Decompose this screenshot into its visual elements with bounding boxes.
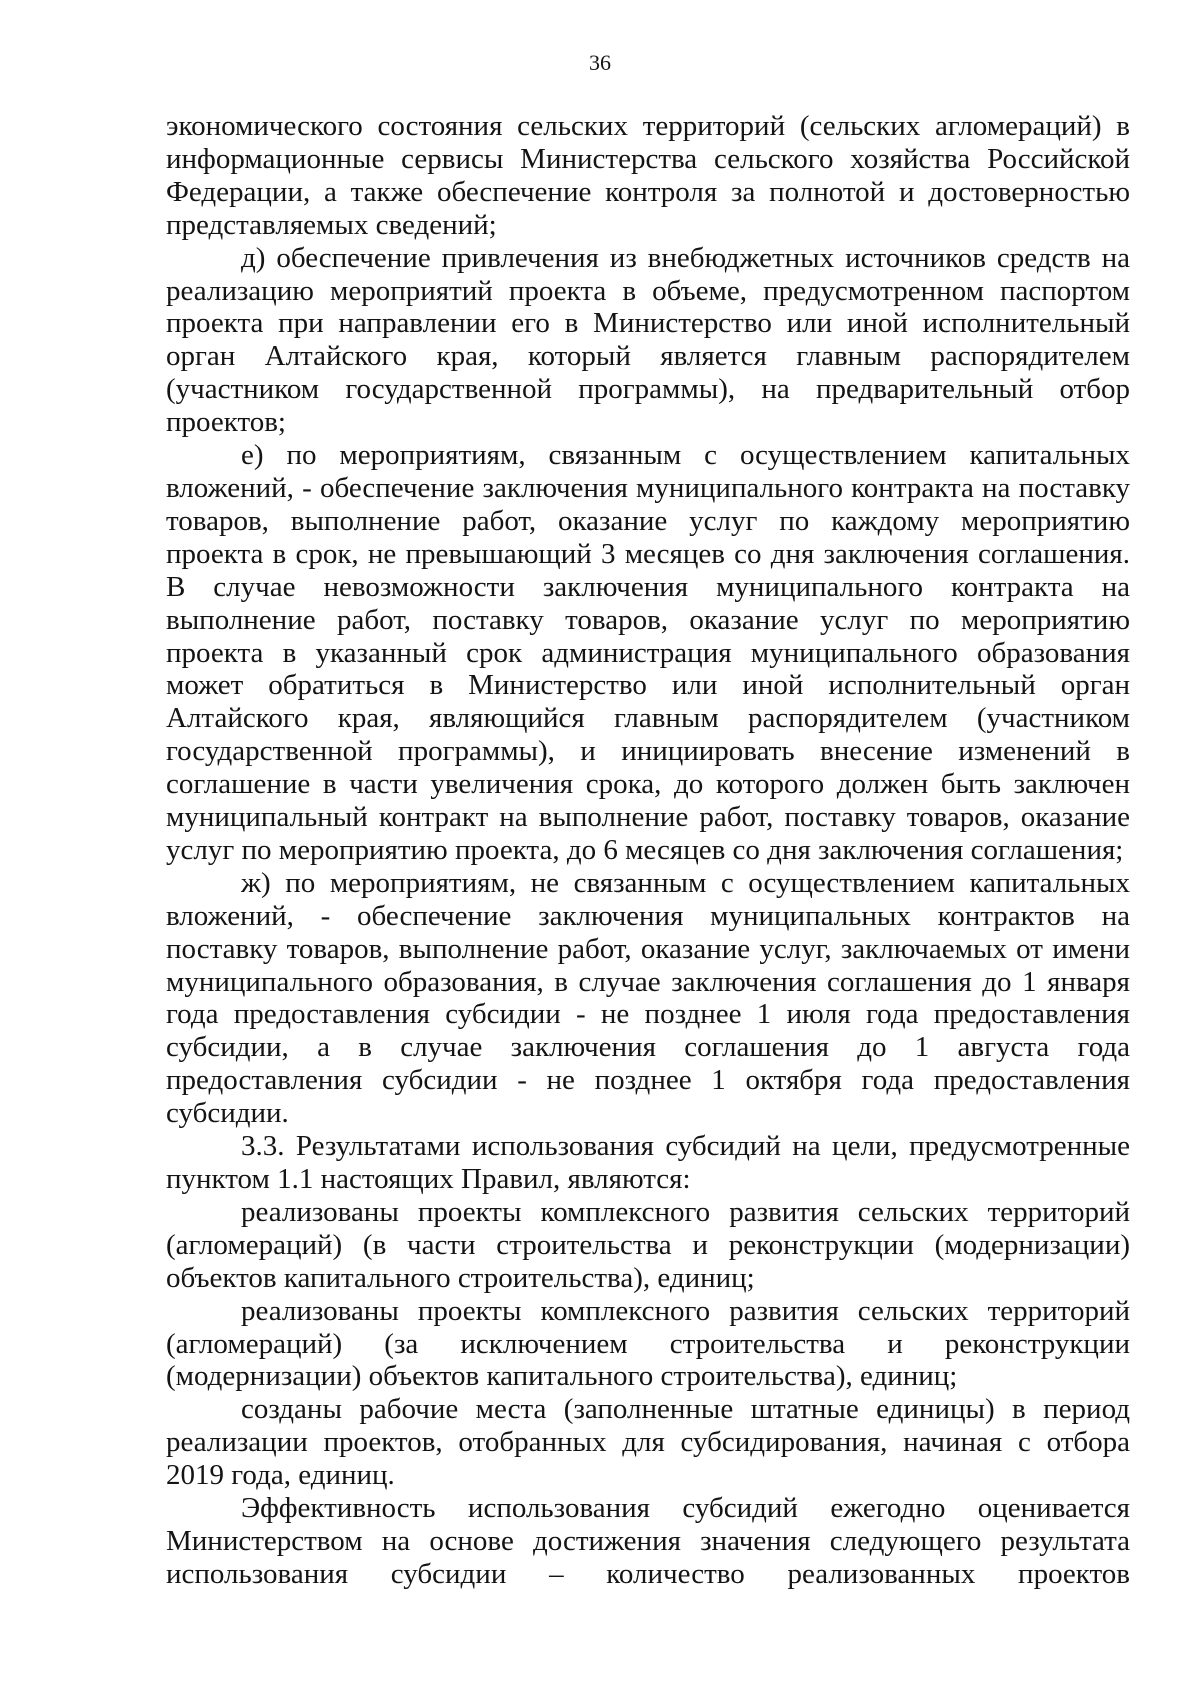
paragraph-continuation: экономического состояния сельских территорий (сельских агломераций) в информационные сервисы Министерства сельского хозяйства Российской Федерации, а также обеспечение контроля за полнотой и достоверностью представляемых сведений;: [166, 110, 1130, 241]
paragraph-result-3: созданы рабочие места (заполненные штатные единицы) в период реализации проектов, отобранных для субсидирования, начиная с отбора 2019 года, единиц.: [166, 1393, 1130, 1492]
paragraph-item-d: д) обеспечение привлечения из внебюджетных источников средств на реализацию мероприятий проекта в объеме, предусмотренном паспортом проекта при направлении его в Министерство или иной исполнительный орган Алтайского края, который является главным распорядителем (участником государственной программы), на предварительный отбор проектов;: [166, 241, 1130, 439]
paragraph-item-zh: ж) по мероприятиям, не связанным с осуществлением капитальных вложений, - обеспечение заключения муниципальных контрактов на поставку товаров, выполнение работ, оказание услуг, заключаемых от имени муниципального образования, в случае заключения соглашения до 1 января года предоставления субсидии - не позднее 1 июля года предоставления субсидии, а в случае заключения соглашения до 1 августа года предоставления субсидии - не позднее 1 октября года предоставления субсидии.: [166, 866, 1130, 1130]
paragraph-result-2: реализованы проекты комплексного развития сельских территорий (агломераций) (за исключением строительства и реконструкции (модернизации) объектов капитального строительства), единиц;: [166, 1294, 1130, 1393]
paragraph-result-1: реализованы проекты комплексного развития сельских территорий (агломераций) (в части строительства и реконструкции (модернизации) объектов капитального строительства), единиц;: [166, 1195, 1130, 1294]
paragraph-efficiency: Эффективность использования субсидий ежегодно оценивается Министерством на основе достижения значения следующего результата использования субсидии – количество реализованных проектов: [166, 1492, 1130, 1590]
paragraph-section-3-3: 3.3. Результатами использования субсидий на цели, предусмотренные пунктом 1.1 настоящих Правил, являются:: [166, 1130, 1130, 1195]
page-number: 36: [589, 50, 611, 75]
paragraph-item-e: е) по мероприятиям, связанным с осуществлением капитальных вложений, - обеспечение заключения муниципального контракта на поставку товаров, выполнение работ, оказание услуг по каждому мероприятию проекта в срок, не превышающий 3 месяцев со дня заключения соглашения. В случае невозможности заключения муниципального контракта на выполнение работ, поставку товаров, оказание услуг по мероприятию проекта в указанный срок администрация муниципального образования может обратиться в Министерство или иной исполнительный орган Алтайского края, являющийся главным распорядителем (участником государственной программы), и инициировать внесение изменений в соглашение в части увеличения срока, до которого должен быть заключен муниципальный контракт на выполнение работ, поставку товаров, оказание услуг по мероприятию проекта, до 6 месяцев со дня заключения соглашения;: [166, 439, 1130, 866]
document-body: [166, 110, 1130, 1591]
